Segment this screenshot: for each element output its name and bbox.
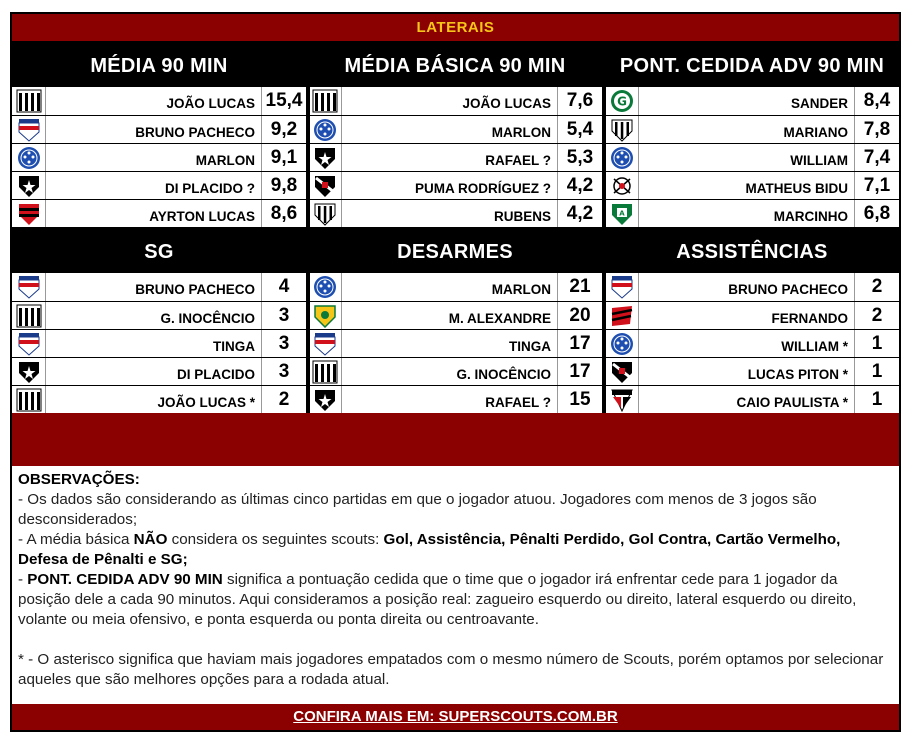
- player-row: [605, 357, 899, 385]
- column-divider: [602, 41, 606, 413]
- panel-rows: [12, 86, 306, 227]
- panel-title: MÉDIA BÁSICA 90 MIN: [308, 41, 602, 86]
- player-name: CAIO PAULISTA *: [639, 386, 855, 413]
- player-row: [12, 357, 306, 385]
- vasco-crest-icon: [308, 172, 342, 199]
- player-value: 5,4: [566, 119, 594, 140]
- panel-sg: [12, 227, 306, 413]
- player-row: [308, 273, 602, 301]
- fortaleza-crest-icon: [12, 330, 46, 357]
- panel-media-90: [12, 41, 306, 227]
- player-name: FERNANDO: [639, 302, 855, 329]
- player-value: 4,2: [566, 203, 594, 224]
- botafogo-crest-icon: [12, 172, 46, 199]
- panel-rows: [308, 86, 602, 227]
- cruzeiro-crest-icon: [605, 330, 639, 357]
- panel-title: MÉDIA 90 MIN: [12, 41, 306, 86]
- player-row: [12, 273, 306, 301]
- player-name: JOÃO LUCAS: [342, 87, 558, 115]
- player-name: MARLON: [342, 116, 558, 143]
- obs2-text: considera os seguintes scouts:: [167, 531, 384, 548]
- player-name: RUBENS: [342, 200, 558, 227]
- santos-crest-icon: [308, 87, 342, 115]
- panel-title: PONT. CEDIDA ADV 90 MIN: [605, 41, 899, 86]
- player-row: [605, 273, 899, 301]
- player-name: DI PLACIDO: [46, 358, 262, 385]
- player-row: [605, 301, 899, 329]
- player-row: [605, 385, 899, 413]
- player-row: [12, 171, 306, 199]
- player-row: [308, 329, 602, 357]
- panel-pont-cedida-adv-90: [605, 41, 899, 227]
- player-value: 7,1: [863, 175, 891, 196]
- sao-paulo-crest-icon: [605, 386, 639, 413]
- player-name: BRUNO PACHECO: [46, 273, 262, 301]
- observations-box: [12, 466, 899, 704]
- panel-rows: [12, 272, 306, 413]
- santos-crest-icon: [308, 358, 342, 385]
- observation-3: [18, 570, 893, 630]
- santos-crest-icon: [12, 386, 46, 413]
- player-row: [12, 385, 306, 413]
- player-row: [308, 357, 602, 385]
- player-row: [605, 329, 899, 357]
- panel-title: DESARMES: [308, 227, 602, 272]
- cruzeiro-crest-icon: [308, 273, 342, 301]
- player-value: 1: [871, 361, 883, 382]
- player-value: 21: [569, 276, 591, 297]
- player-value: 17: [569, 361, 591, 382]
- player-row: [12, 115, 306, 143]
- player-row: [605, 115, 899, 143]
- player-value: 9,2: [270, 119, 298, 140]
- player-value: 6,8: [863, 203, 891, 224]
- footer-link[interactable]: CONFIRA MAIS EM: SUPERSCOUTS.COM.BR: [12, 704, 899, 730]
- player-name: TINGA: [342, 330, 558, 357]
- player-row: [12, 301, 306, 329]
- player-value: 2: [871, 305, 883, 326]
- panel-assistencias: [605, 227, 899, 413]
- player-name: PUMA RODRÍGUEZ ?: [342, 172, 558, 199]
- player-name: DI PLACIDO ?: [46, 172, 262, 199]
- obs2-bold-nao: NÃO: [133, 531, 168, 548]
- atletico-mg-crest-icon: [605, 116, 639, 143]
- observation-1: - Os dados são considerando as últimas cinco partidas em que o jogador atuou. Jogadores com menos de 3 jogos são desconsiderados;: [18, 491, 817, 528]
- player-name: MARCINHO: [639, 200, 855, 227]
- player-row: [12, 143, 306, 171]
- player-row: [308, 385, 602, 413]
- player-value: 3: [278, 305, 290, 326]
- player-name: M. ALEXANDRE: [342, 302, 558, 329]
- player-name: JOÃO LUCAS: [46, 87, 262, 115]
- svg-text:G: G: [616, 94, 627, 109]
- player-name: G. INOCÊNCIO: [342, 358, 558, 385]
- cruzeiro-crest-icon: [12, 144, 46, 171]
- player-name: MARIANO: [639, 116, 855, 143]
- infographic-frame: [10, 12, 901, 732]
- athletico-pr-crest-icon: [605, 302, 639, 329]
- player-name: WILLIAM *: [639, 330, 855, 357]
- player-row: [308, 171, 602, 199]
- player-row: [308, 199, 602, 227]
- player-value: 20: [569, 305, 591, 326]
- player-value: 1: [871, 389, 883, 410]
- obs3-text: significa a pontuação cedida que o time que o jogador irá enfrentar cede para 1 jogador da posição dele a cada 90 minutos. Aqui consideramos a posição real: zagueiro esquerdo ou direito, lateral esquerdo ou direito, volante ou meia ofensivo, e ponta esquerda ou ponta direita ou centroavante.: [18, 571, 857, 628]
- player-row: [605, 87, 899, 115]
- player-row: [605, 171, 899, 199]
- player-name: LUCAS PITON *: [639, 358, 855, 385]
- player-value: 7,4: [863, 147, 891, 168]
- player-value: 2: [278, 389, 290, 410]
- obs3-bold-term: PONT. CEDIDA ADV 90 MIN: [27, 571, 223, 588]
- player-name: MARLON: [342, 273, 558, 301]
- player-value: 3: [278, 333, 290, 354]
- player-value: 8,4: [863, 90, 891, 111]
- player-row: [12, 87, 306, 115]
- player-row: [605, 143, 899, 171]
- player-name: BRUNO PACHECO: [639, 273, 855, 301]
- player-row: [12, 329, 306, 357]
- player-value: 15,4: [265, 90, 303, 111]
- botafogo-crest-icon: [308, 144, 342, 171]
- corinthians-crest-icon: [605, 172, 639, 199]
- america-mg-crest-icon: [605, 200, 639, 227]
- player-value: 8,6: [270, 203, 298, 224]
- obs2-bold-scouts: Gol, Assistência, Pênalti Perdido, Gol Contra, Cartão Vermelho, Defesa de Pênalti e SG;: [18, 531, 841, 568]
- obs3-dash: -: [18, 571, 28, 588]
- player-name: WILLIAM: [639, 144, 855, 171]
- atletico-mg-crest-icon: [308, 200, 342, 227]
- fortaleza-crest-icon: [308, 330, 342, 357]
- fortaleza-crest-icon: [12, 116, 46, 143]
- fortaleza-crest-icon: [605, 273, 639, 301]
- panel-rows: [605, 272, 899, 413]
- player-name: BRUNO PACHECO: [46, 116, 262, 143]
- observation-asterisk: * - O asterisco significa que haviam mais jogadores empatados com o mesmo número de Scouts, porém optamos por selecionar aqueles que são melhores opções para a rodada atual.: [18, 651, 884, 688]
- player-value: 3: [278, 361, 290, 382]
- botafogo-crest-icon: [12, 358, 46, 385]
- player-value: 9,8: [270, 175, 298, 196]
- player-value: 9,1: [270, 147, 298, 168]
- goias-crest-icon: [605, 87, 639, 115]
- cuiaba-crest-icon: [308, 302, 342, 329]
- player-value: 15: [569, 389, 591, 410]
- player-name: MATHEUS BIDU: [639, 172, 855, 199]
- player-value: 5,3: [566, 147, 594, 168]
- player-row: [308, 301, 602, 329]
- vasco-crest-icon: [605, 358, 639, 385]
- santos-crest-icon: [12, 302, 46, 329]
- fortaleza-crest-icon: [12, 273, 46, 301]
- player-row: [308, 115, 602, 143]
- player-name: TINGA: [46, 330, 262, 357]
- observation-2: [18, 530, 893, 570]
- player-value: 1: [871, 333, 883, 354]
- player-row: [605, 199, 899, 227]
- player-value: 7,6: [566, 90, 594, 111]
- player-value: 7,8: [863, 119, 891, 140]
- player-name: RAFAEL ?: [342, 144, 558, 171]
- cruzeiro-crest-icon: [308, 116, 342, 143]
- player-value: 17: [569, 333, 591, 354]
- observations-title: OBSERVAÇÕES:: [18, 471, 140, 488]
- botafogo-crest-icon: [308, 386, 342, 413]
- player-name: SANDER: [639, 87, 855, 115]
- player-name: MARLON: [46, 144, 262, 171]
- position-banner: LATERAIS: [12, 14, 899, 41]
- column-divider: [306, 41, 310, 413]
- player-name: JOÃO LUCAS *: [46, 386, 262, 413]
- player-row: [308, 143, 602, 171]
- flamengo-crest-icon: [12, 200, 46, 227]
- player-name: G. INOCÊNCIO: [46, 302, 262, 329]
- player-value: 4,2: [566, 175, 594, 196]
- panel-title: SG: [12, 227, 306, 272]
- player-name: RAFAEL ?: [342, 386, 558, 413]
- player-value: 2: [871, 276, 883, 297]
- santos-crest-icon: [12, 87, 46, 115]
- player-row: [12, 199, 306, 227]
- panel-rows: [308, 272, 602, 413]
- obs2-text: - A média básica: [18, 531, 134, 548]
- panel-media-basica-90: [308, 41, 602, 227]
- panel-rows: [605, 86, 899, 227]
- player-value: 4: [278, 276, 290, 297]
- svg-text:A: A: [618, 209, 625, 217]
- panel-title: ASSISTÊNCIAS: [605, 227, 899, 272]
- player-name: AYRTON LUCAS: [46, 200, 262, 227]
- player-row: [308, 87, 602, 115]
- cruzeiro-crest-icon: [605, 144, 639, 171]
- panel-desarmes: [308, 227, 602, 413]
